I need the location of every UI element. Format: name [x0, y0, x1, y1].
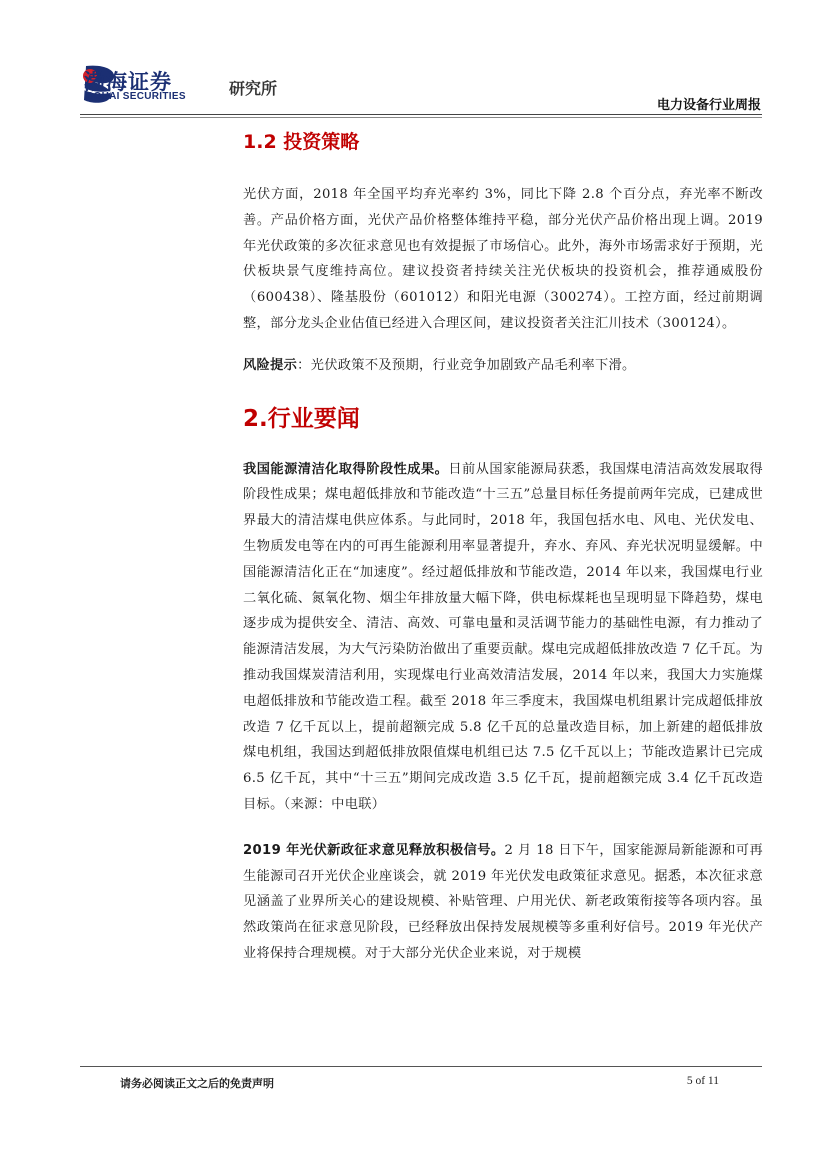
logo-english-name: BOHAI SECURITIES	[86, 91, 186, 102]
department-name: 研究所	[229, 79, 278, 98]
news-item-energy-cleaning	[243, 457, 763, 818]
report-type-label: 电力设备行业周报	[656, 98, 761, 113]
main-content	[243, 120, 763, 967]
footer-disclaimer: 请务必阅读正文之后的免责声明	[120, 1077, 274, 1090]
section-title-industry-news: 2.行业要闻	[243, 405, 360, 432]
news-item-pv-policy	[243, 838, 763, 967]
news-item-body: 2 月 18 日下午，国家能源局新能源和可再生能源司召开光伏企业座谈会，就 2019 年光伏发电政策征求意见。据悉，本次征求意见涵盖了业界所关心的建设规模、补贴管理、户用光伏、新老政策衔接等各项内容。虽然政策尚在征求意见阶段，已经释放出保持发展规模等多重利好信号。2019 年光伏产业将保持合理规模。对于大部分光伏企业来说，对于规模	[243, 842, 763, 961]
investment-strategy-paragraph: 光伏方面，2018 年全国平均弃光率约 3%，同比下降 2.8 个百分点，弃光率不断改善。产品价格方面，光伏产品价格整体维持平稳，部分光伏产品价格出现上调。2019 年光伏政策的多次征求意见也有效提振了市场信心。此外，海外市场需求好于预期，光伏板块景气度维持高位。建议投资者持续关注光伏板块的投资机会，推荐通威股份（600438）、隆基股份（601012）和阳光电源（300274）。工控方面，经过前期调整，部分龙头企业估值已经进入合理区间，建议投资者关注汇川技术（300124）。	[243, 187, 763, 331]
news-item-body: 日前从国家能源局获悉，我国煤电清洁高效发展取得阶段性成果；煤电超低排放和节能改造“十三五”总量目标任务提前两年完成，已建成世界最大的清洁煤电供应体系。与此同时，2018 年，我国包括水电、风电、光伏发电、生物质发电等在内的可再生能源利用率显著提升，弃水、弃风、弃光状况明显缓解。中国能源清洁化正在“加速度”。经过超低排放和节能改造，2014 年以来，我国煤电行业二氧化硫、氮氧化物、烟尘年排放量大幅下降，供电标煤耗也呈现明显下降趋势，煤电逐步成为提供安全、清洁、高效、可靠电量和灵活调节能力的基础性电源，有力推动了能源清洁发展，为大气污染防治做出了重要贡献。煤电完成超低排放改造 7 亿千瓦。为推动我国煤炭清洁利用，实现煤电行业高效清洁发展，2014 年以来，我国大力实施煤电超低排放和节能改造工程。截至 2018 年三季度末，我国煤电机组累计完成超低排放改造 7 亿千瓦以上，提前超额完成 5.8 亿千瓦的总量改造目标，加上新建的超低排放煤电机组，我国达到超低排放限值煤电机组已达 7.5 亿千瓦以上；节能改造累计已完成 6.5 亿千瓦，其中“十三五”期间完成改造 3.5 亿千瓦，提前超额完成 3.4 亿千瓦改造目标。（来源：中电联）	[243, 461, 763, 812]
logo-chinese-name: 渤海证券	[84, 70, 172, 94]
risk-warning-paragraph	[243, 353, 763, 379]
page-number: 5 of 11	[686, 1075, 719, 1087]
section-title-investment-strategy: 1.2 投资策略	[243, 131, 360, 153]
news-item-title: 我国能源清洁化取得阶段性成果。	[243, 461, 449, 477]
news-item-title: 2019 年光伏新政征求意见释放积极信号。	[243, 842, 505, 858]
risk-warning-text: ：光伏政策不及预期，行业竞争加剧致产品毛利率下滑。	[297, 357, 636, 373]
header-divider	[80, 114, 762, 115]
risk-warning-label: 风险提示	[243, 357, 298, 373]
header-divider-thin	[80, 117, 762, 118]
footer-divider	[80, 1066, 762, 1067]
